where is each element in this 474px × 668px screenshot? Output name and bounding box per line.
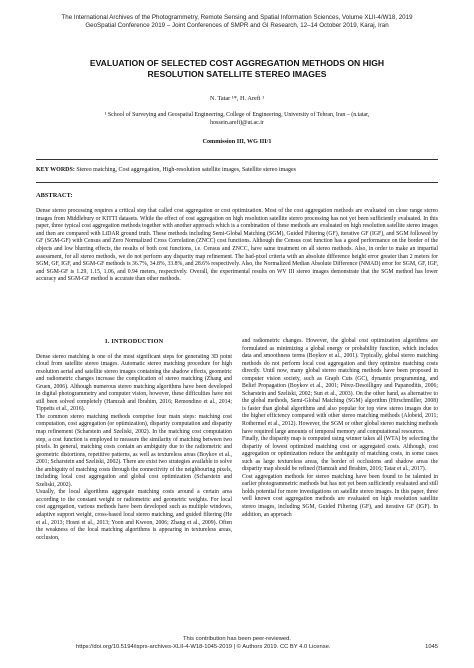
paper-title-line2: RESOLUTION SATELLITE STEREO IMAGES [147,69,327,79]
paper-title [30,58,444,80]
affiliation [60,111,414,127]
keywords [36,166,438,174]
intro-left-paragraph-3: Usually, the local algorithms aggregate matching costs around a certain area according to the constant weight or radiometric and geometric weights. For local cost aggregation, various methods have been developed such as multiple windows, adaptive support weight, cross-based local stereo matching, and guided filtering (He et al., 2013; Hosni et al., 2013; Yoon and Kweon, 2006; Zhang et al., 2009). Often the weakness of the local matching algorithms is appearing in textureless areas, occlusion, [36,489,232,541]
journal-header-line2: GeoSpatial Conference 2019 – Joint Conferences of SMPR and GI Research, 12–14 October 2019, Karaj, Iran [85,22,389,29]
page-footer [36,635,438,651]
keywords-divider [36,182,438,183]
journal-header-line1: The International Archives of the Photogrammetry, Remote Sensing and Spatial Information Sciences, Volume XLII-4/W18, 2019 [61,14,413,21]
intro-left-paragraph-1: Dense stereo matching is one of the most significant steps for generating 3D point cloud from satellite stereo images. Automatic stereo matching procedure for high resolution aerial and satellite stereo images containing the shadow effects, geometric and radiometric changes increase the complication of stereo matching (Zhang and Gruen, 2006). Although numerous stereo matching algorithms have been developed in digital photogrammetry and computer vision, however, these difficulties have not still been solved completely (Hamzah and Ibrahim, 2016; Remondino et al., 2014; Tippetts et al., 2016). [36,353,232,413]
introduction-heading: 1. INTRODUCTION [104,338,164,345]
left-column [36,338,232,542]
authors: N. Tatar ¹*, H. Arefi ¹ [209,95,265,102]
peer-review-note: This contribution has been peer-reviewed. [183,636,291,642]
intro-right-paragraph-1: and radiometric changes. However, the global cost optimization algorithms are formulated as minimizing a global energy or probability function, which includes data and smoothness terms (Boykov et al., 2001). Typically, global stereo matching methods do not perform local cost aggregation and they optimize matching costs directly. Until now, many global stereo matching methods have been proposed in computer vision society, such as Graph Cuts (GC), dynamic programming, and Belief Propagation (Boykov et al., 2001; Pérez-Desoilligny and Papanoditis, 2006; Scharstein and Szeliski, 2002; Sun et al., 2003). On the other hand, as alternative to the global methods, Semi-Global Matching (SGM) algorithm (Hirschmüller, 2008) is faster than global algorithms and also popular for top view stereo images due to the higher efficiency compared with other stereo matching methods (Alobeid, 2011; Rothermel et al., 2012). However, the SGM or other global stereo matching methods have required large amounts of temporal memory and computational resources. [242,338,438,435]
paper-title-line1: EVALUATION OF SELECTED COST AGGREGATION METHODS ON HIGH [89,58,385,68]
commission: Commission III, WG III/1 [202,138,272,145]
journal-header [20,14,454,30]
affiliation-line1: ¹ School of Surveying and Geospatial Engineering, College of Engineering, University of Tehran, Iran – (n.tatar, [104,112,370,118]
right-column [242,338,438,519]
keywords-label: KEY WORDS: [36,167,75,173]
abstract-heading: ABSTRACT: [36,192,73,199]
affiliation-line2: hossein.arefi)@ut.ac.ir [210,120,264,126]
abstract-text: Dense stereo processing requires a critical step that called cost aggregation or cost optimization. Most of the cost aggregation methods are evaluated on close range stereo images from Middlebury or KITTI datasets. While the effect of cost aggregation on high resolution satellite stereo processing has not yet been sufficiently evaluated. In this paper, three typical cost aggregation methods together with another approach which is a combination of these methods are evaluated on high resolution satellite stereo images and then are compared with LiDAR ground truth. These methods including Semi-Global Matching (SGM), Guided Filtering (GF), iterative GF (IGF), and SGM followed by GF (SGM-GF) with Census and Zero Normalized Cross Correlation (ZNCC) cost functions. Although the Census cost function has a good performance on the border of the objects and low blurring effects, the results of both cost functions, i.e. Census and ZNCC, have same treatment on all stereo methods. Also, in order to make an impartial assessment, for all stereo methods, we do not perform any disparity map refinement. The bad-pixel criteria with an absolute difference height error greater than 2 meters for SGM, GF, IGF, and SGM-GF methods is 36.7%, 34.8%, 33.8%, and 28.6% respectively. Also, the Normalized Median Absolute Difference (NMAD) error for SGM, GF, IGF, and SGM-GF is 1.29, 1.15, 1.06, and 0.94 meters, respectively. Overall, the experimental results on WV III stereo images demonstrate that the SGM method has lower accuracy and SGM-GF method is accurate than other methods. [36,208,438,283]
top-divider [36,159,438,160]
intro-right-paragraph-2: Finally, the disparity map is computed using winner takes all (WTA) by selecting the disparity of lowest optimized matching cost or aggregated costs. Although, cost aggregation or optimization reduce the ambiguity of matching costs, in some cases such as large textureless areas, the border of occlusions and shadow areas the disparity map should be refined (Hamzah and Ibrahim, 2016; Tatar et al., 2017). [242,436,438,473]
doi-link[interactable]: https://doi.org/10.5194/isprs-archives-XLII-4-W18-1045-2019 | © Authors 2019. CC BY 4.0 License. [76,644,331,650]
intro-left-paragraph-2: The common stereo matching methods comprise four main steps: matching cost computation, cost aggregation (or optimization), disparity computation and disparity map refinement (Scharstein and Szeliski, 2002). In the matching cost computation step, a cost function is employed to measure the similarity of matching between two pixels. In general, matching costs contain an ambiguity due to the radiometric and geometric distortions, repetitive patterns, as well as textureless areas (Boykov et al., 2001; Scharstein and Szeliski, 2002). There are exist two strategies available to solve the ambiguity of matching costs through the connectivity of the neighbouring pixels, including local cost aggregation and global cost optimization (Scharstein and Szeliski, 2002). [36,413,232,488]
keywords-text: Stereo matching, Cost aggregation, High-resolution satellite images, Satellite stereo images [74,167,296,173]
page-number: 1045 [425,644,438,650]
intro-right-paragraph-3: Cost aggregation methods for stereo matching have been found to be talented in earlier photogrammetric methods but has not yet been sufficiently evaluated and still holds potential for more investigations on satellite stereo images. In this paper, three well known cost aggregation methods are evaluated on high resolution satellite stereo images, including SGM, Guided Filtering (GF), and iterative GF (IGF). In addition, an approach [242,473,438,518]
